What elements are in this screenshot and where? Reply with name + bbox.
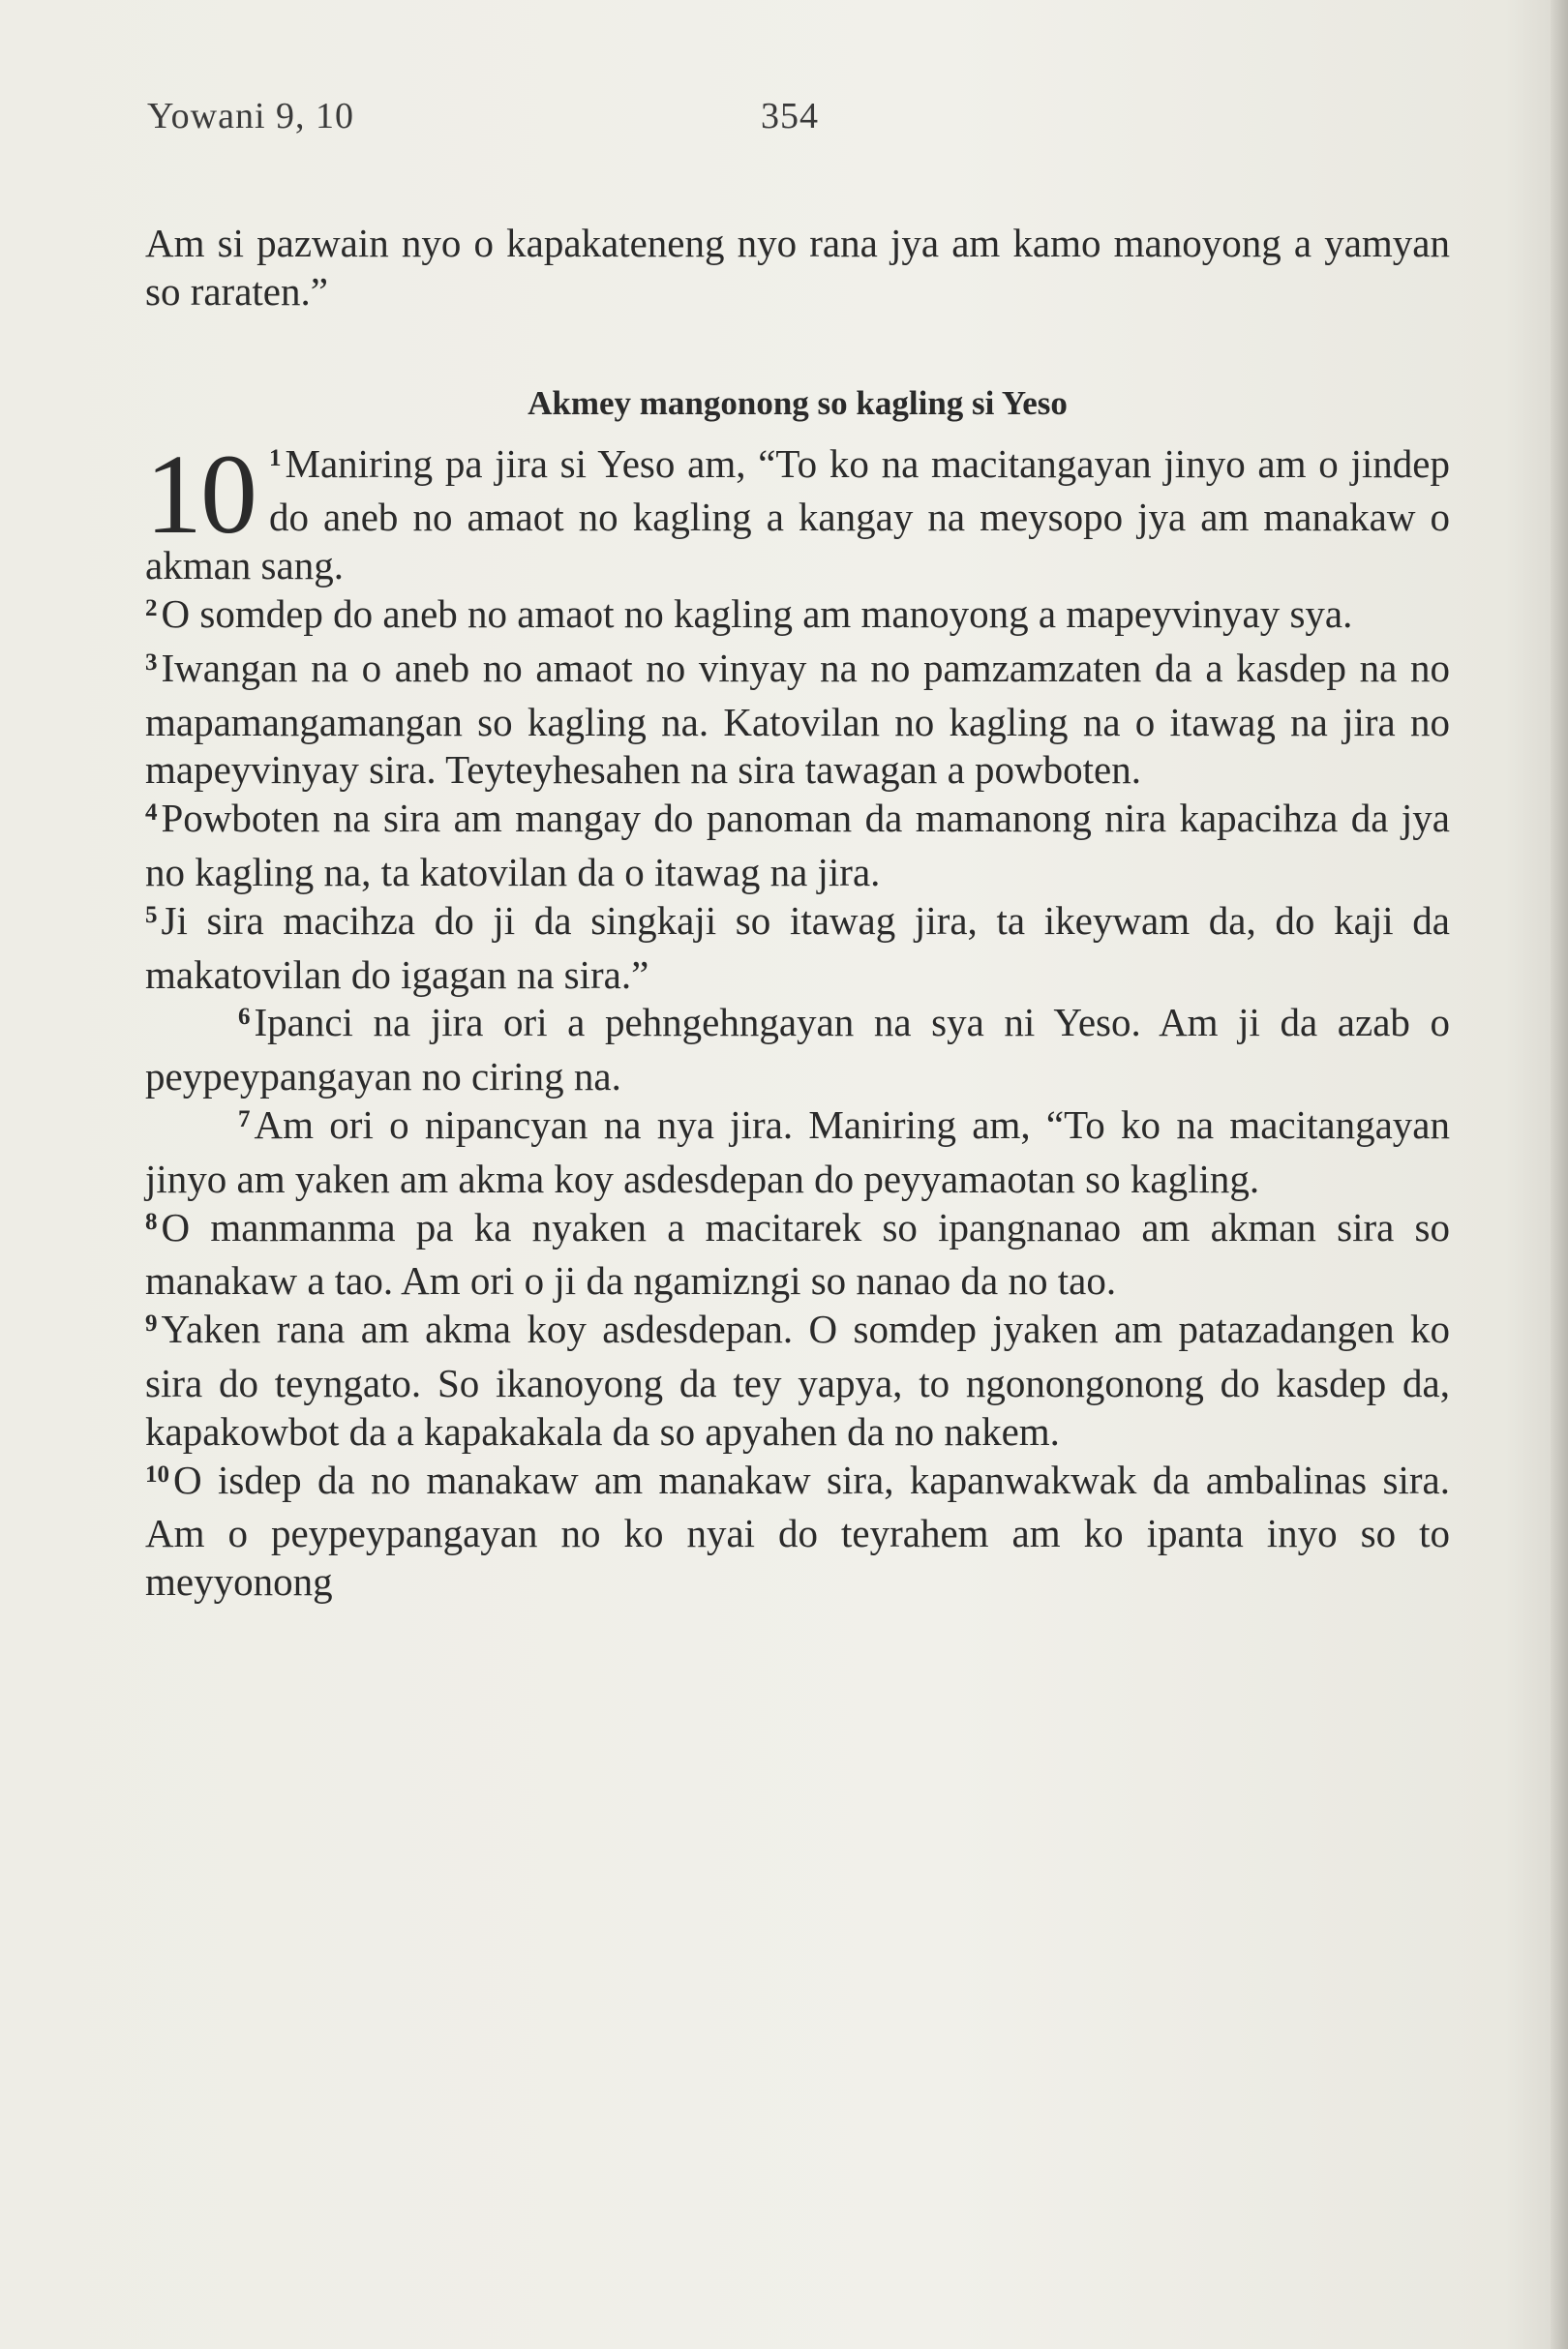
verse-2 — [145, 590, 1450, 645]
running-header — [147, 95, 1444, 143]
verse-text: O manmanma pa ka nyaken a macitarek so ipangnanao am akman sira so manakaw a tao. Am ori o ji da ngamizngi so nanao da no tao. — [145, 1204, 1450, 1304]
intro-paragraph: Am si pazwain nyo o kapakateneng nyo rana jya am kamo manoyong a yamyan so raraten.” — [145, 221, 1450, 314]
verse-text: Yaken rana am akma koy asdesdepan. O somdep jyaken am patazadangen ko sira do teyngato. So ikanoyong da tey yapya, to ngonongonong do kasdep da, kapakowbot da a kapakakala da so apyahen da no nakem. — [145, 1307, 1450, 1454]
book-reference: Yowani 9, 10 — [147, 96, 355, 136]
verse-3 — [145, 645, 1450, 795]
verse-number: 4 — [145, 799, 158, 827]
verse-number: 9 — [145, 1310, 158, 1338]
verse-4 — [145, 795, 1450, 897]
verse-number: 6 — [238, 1004, 251, 1031]
verse-text: Iwangan na o aneb no amaot no vinyay na no pamzamzaten da a kasdep na no mapamangamangan so kagling na. Katovilan no kagling na o itawag na jira no mapeyvinyay sira. Teyteyhesahen na sira tawagan a powboten. — [145, 645, 1450, 793]
verse-text: Ipanci na jira ori a pehngehngayan na sya ni Yeso. Am ji da azab o peypeypangayan no ciring na. — [145, 1000, 1450, 1099]
verse-text: Ji sira macihza do ji da singkaji so itawag jira, ta ikeywam da, do kaji da makatovilan do igagan na sira.” — [145, 897, 1450, 997]
verse-number: 7 — [238, 1105, 251, 1132]
verse-text: O isdep da no manakaw am manakaw sira, kapanwakwak da ambalinas sira. Am o peypeypangayan no ko nyai do teyrahem am ko ipanta inyo so to meyyonong — [145, 1457, 1450, 1605]
chapter-number: 10 — [145, 430, 256, 557]
body-text — [145, 220, 1450, 1607]
verse-text: Maniring pa jira si Yeso am, “To ko na macitangayan jinyo am o jindep do aneb no amaot no kagling a kangay na meysopo jya am manakaw o akman sang. — [145, 440, 1450, 588]
verse-number: 8 — [145, 1208, 158, 1235]
page-number: 354 — [761, 96, 819, 136]
verse-number: 1 — [269, 444, 282, 471]
verse-number: 5 — [145, 901, 158, 928]
verse-text: O somdep do aneb no amaot no kagling am manoyong a mapeyvinyay sya. — [161, 590, 1353, 636]
verse-text: Powboten na sira am mangay do panoman da mamanong nira kapacihza da jya no kagling na, ta katovilan da o itawag na jira. — [145, 796, 1450, 894]
verse-1 — [145, 430, 1450, 590]
verse-10 — [145, 1457, 1450, 1607]
section-heading: Akmey mangonong so kagling si Yeso — [528, 383, 1068, 422]
verse-8 — [145, 1204, 1450, 1307]
verse-text: Am ori o nipancyan na nya jira. Maniring am, “To ko na macitangayan jinyo am yaken am akma koy asdesdepan do peyyamaotan so kagling. — [145, 1101, 1450, 1201]
verse-number: 10 — [145, 1461, 169, 1488]
verse-5 — [145, 897, 1450, 1000]
page-edge — [1551, 0, 1568, 2349]
verse-6 — [145, 999, 1450, 1101]
verse-7 — [145, 1101, 1450, 1204]
verse-number: 3 — [145, 648, 158, 676]
verse-number: 2 — [145, 594, 158, 621]
verse-9 — [145, 1306, 1450, 1456]
